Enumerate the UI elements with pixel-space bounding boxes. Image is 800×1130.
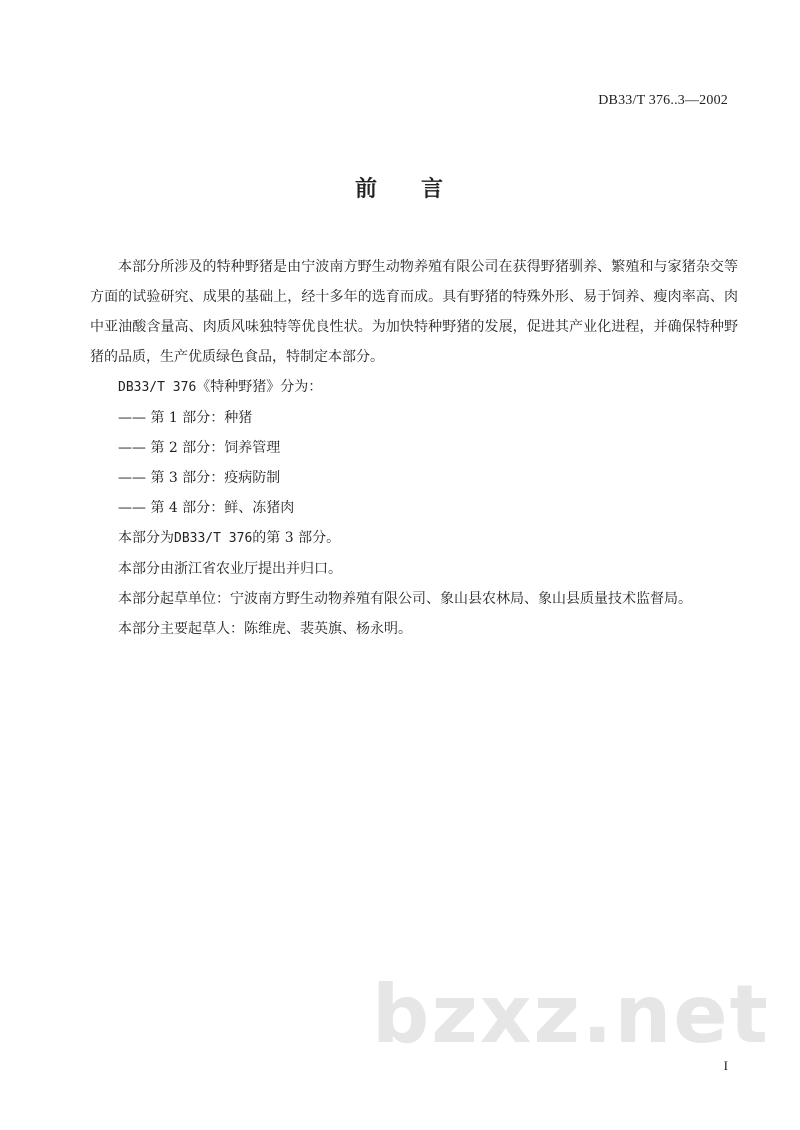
intro-paragraph: 本部分所涉及的特种野猪是由宁波南方野生动物养殖有限公司在获得野猪驯养、繁殖和与家猪杂交等方面的试验研究、成果的基础上，经十多年的选育而成。具有野猪的特殊外形、易于饲养、瘦肉率高、肉中亚油酸含量高、肉质风味独特等优良性状。为加快特种野猪的发展，促进其产业化进程，并确保特种野猪的品质，生产优质绿色食品，特制定本部分。 [90, 259, 738, 365]
this-part-code: DB33/T 376 [174, 531, 253, 546]
standard-structure-line [90, 372, 738, 403]
drafters-statement: 本部分主要起草人：陈维虎、裴英旗、杨永明。 [118, 621, 412, 637]
page-title [0, 172, 800, 203]
standard-structure-text: 《特种野猪》分为： [196, 379, 323, 395]
this-part-suffix: 的第 3 部分。 [252, 530, 341, 546]
watermark: bzxz.net [372, 968, 770, 1061]
page-title-part-1: 前 [354, 177, 379, 202]
part-list-item-3: —— 第 3 部分：疫病防制 [118, 470, 281, 486]
part-list-item-4: —— 第 4 部分：鲜、冻猪肉 [118, 500, 295, 516]
page-number: I [723, 1058, 728, 1073]
drafting-units-statement: 本部分起草单位：宁波南方野生动物养殖有限公司、象山县农林局、象山县质量技术监督局。 [118, 591, 692, 607]
page-title-part-2: 言 [421, 177, 446, 202]
this-part-prefix: 本部分为 [118, 530, 174, 546]
document-code: DB33/T 376..3—2002 [598, 93, 728, 108]
part-list-item-1: —— 第 1 部分：种猪 [118, 410, 253, 426]
standard-code: DB33/T 376 [118, 380, 197, 395]
part-list-item-2: —— 第 2 部分：饲养管理 [118, 440, 281, 456]
proposed-by-statement: 本部分由浙江省农业厅提出并归口。 [118, 561, 342, 577]
document-body [90, 252, 738, 644]
this-part-statement [90, 523, 738, 554]
